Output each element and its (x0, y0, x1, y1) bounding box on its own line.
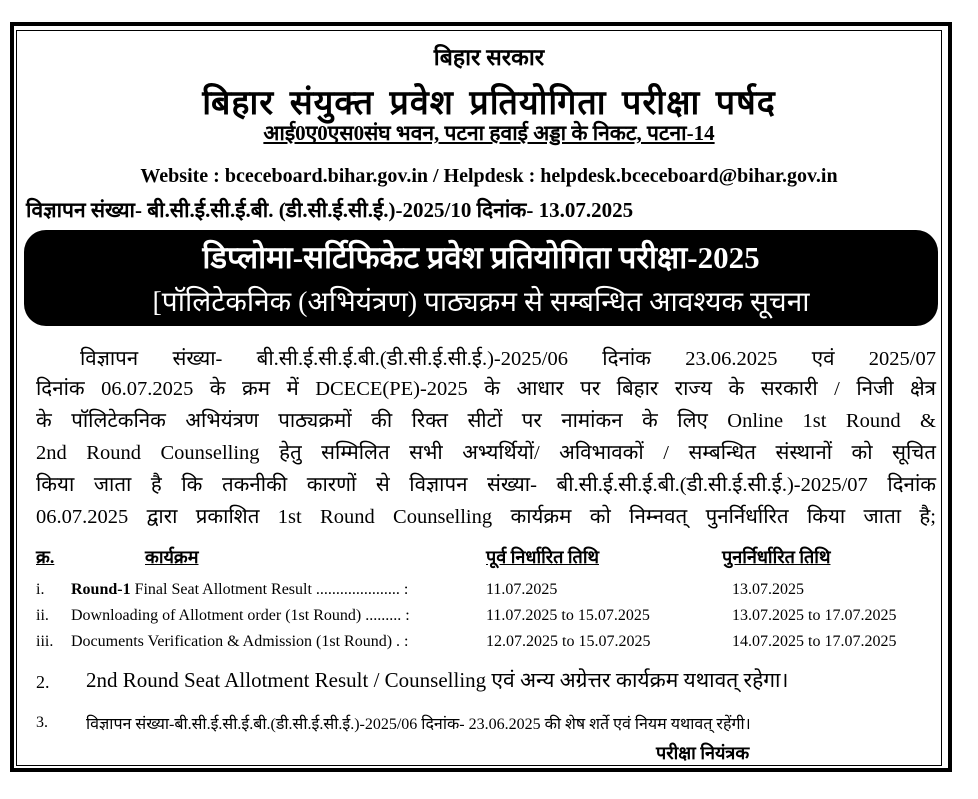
col-header-sno: क्र. (36, 547, 55, 567)
row-program (71, 581, 408, 599)
contact-line: Website : bceceboard.bihar.gov.in / Helpdesk : helpdesk.bceceboard@bihar.gov.in (140, 165, 838, 187)
row-program: Downloading of Allotment order (1st Round) ......... : (71, 607, 410, 624)
row-number: i. (36, 581, 45, 598)
col-header-revised-date: पुनर्निर्धारित तिथि (722, 547, 831, 567)
col-header-program: कार्यक्रम (145, 547, 199, 567)
title-banner (24, 230, 938, 326)
row-number: iii. (36, 633, 54, 650)
point-text: 2nd Round Seat Allotment Result / Counselling एवं अन्य अग्रेत्तर कार्यक्रम यथावत् रहेगा। (86, 668, 789, 692)
row-previous-date: 11.07.2025 to 15.07.2025 (486, 607, 650, 624)
point-text: विज्ञापन संख्या-बी.सी.ई.सी.ई.बी.(डी.सी.ई.सी.ई.)-2025/06 दिनांक- 23.06.2025 की शेष शर्ते एवं नियम यथावत् रहेंगी। (86, 716, 751, 733)
body-line-1: विज्ञापन संख्या- बी.सी.ई.सी.ई.बी.(डी.सी.ई.सी.ई.)-2025/06 दिनांक 23.06.2025 एवं 2025/07 (80, 348, 936, 370)
body-line-3: के पॉलिटेकनिक अभियंत्रण पाठ्यक्रमों की रिक्त सीटों पर नामांकन के लिए Online 1st Round & (36, 410, 936, 432)
row-number: ii. (36, 607, 49, 624)
row-program-bold: Round-1 (71, 581, 131, 598)
body-line-6: 06.07.2025 द्वारा प्रकाशित 1st Round Counselling कार्यक्रम को निम्नवत् पुनर्निर्धारित किया जाता है; (36, 506, 936, 528)
point-number: 2. (36, 672, 50, 692)
row-revised-date: 13.07.2025 to 17.07.2025 (732, 607, 897, 624)
banner-title: डिप्लोमा-सर्टिफिकेट प्रवेश प्रतियोगिता परीक्षा-2025 (202, 240, 760, 275)
advertisement-number: विज्ञापन संख्या- बी.सी.ई.सी.ई.बी. (डी.सी.ई.सी.ई.)-2025/10 दिनांक- 13.07.2025 (26, 198, 634, 222)
board-address: आई0ए0एस0संघ भवन, पटना हवाई अड्डा के निकट, पटना-14 (263, 121, 715, 145)
point-number: 3. (36, 714, 48, 731)
body-line-4: 2nd Round Counselling हेतु सम्मिलित सभी अभ्यर्थियों/ अविभावकों / सम्बन्धित संस्थानों को सूचित (36, 442, 936, 464)
row-program: Documents Verification & Admission (1st Round) . : (71, 633, 409, 650)
banner-subtitle: [पॉलिटेकनिक (अभियंत्रण) पाठ्यक्रम से सम्बन्धित आवश्यक सूचना (152, 287, 810, 318)
row-previous-date: 11.07.2025 (486, 581, 558, 598)
row-revised-date: 13.07.2025 (732, 581, 804, 598)
row-revised-date: 14.07.2025 to 17.07.2025 (732, 633, 897, 650)
row-previous-date: 12.07.2025 to 15.07.2025 (486, 633, 651, 650)
govt-name: बिहार सरकार (433, 45, 545, 70)
col-header-previous-date: पूर्व निर्धारित तिथि (486, 547, 599, 567)
body-line-5: किया जाता है कि तकनीकी कारणों से विज्ञापन संख्या- बी.सी.ई.सी.ई.बी.(डी.सी.ई.सी.ई.)-2025/07 दिनांक (36, 474, 936, 496)
signature: परीक्षा नियंत्रक (656, 743, 750, 763)
row-program-text: Final Seat Allotment Result ..................... : (130, 581, 409, 598)
body-line-2: दिनांक 06.07.2025 के क्रम में DCECE(PE)-2025 के आधार पर बिहार राज्य के सरकारी / निजी क्षेत्र (36, 378, 936, 400)
board-name: बिहार संयुक्त प्रवेश प्रतियोगिता परीक्षा पर्षद (202, 85, 776, 122)
